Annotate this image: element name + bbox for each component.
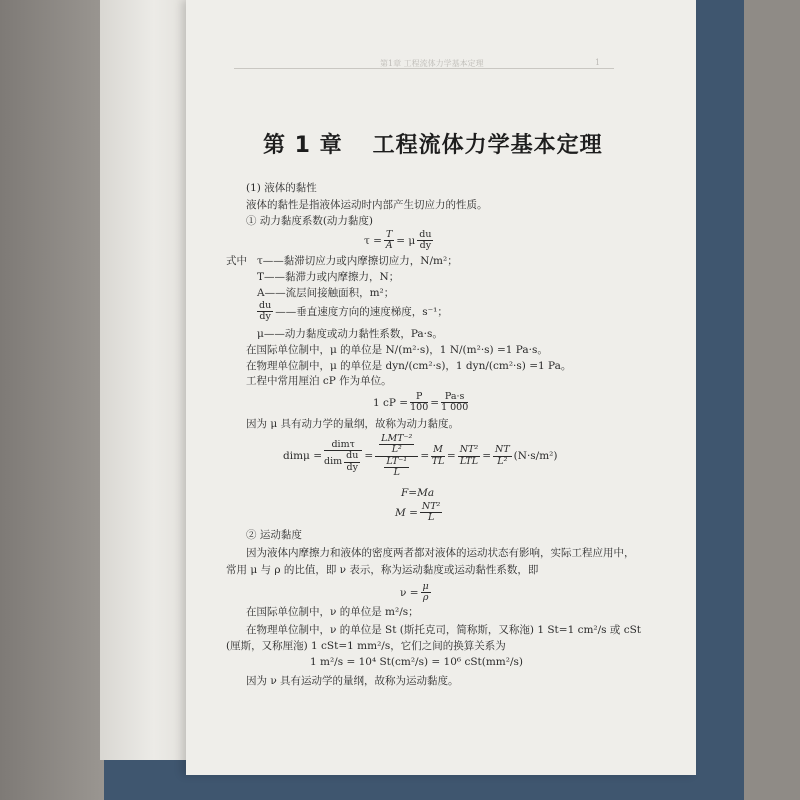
- formula-dimension: [283, 434, 557, 479]
- formula-text: ν =: [400, 586, 419, 599]
- page-number: 1: [595, 58, 601, 67]
- numerator: dimτ: [324, 440, 362, 451]
- definition-tau: τ——黏滞切应力或内摩擦切应力，N/m²；: [257, 255, 458, 267]
- fraction: [421, 582, 431, 604]
- fraction: [324, 440, 362, 473]
- denominator: [375, 457, 418, 479]
- numerator: LMT⁻²: [381, 433, 413, 444]
- numerator: LT⁻¹: [386, 455, 408, 467]
- paragraph: 在物理单位制中，ν 的单位是 St (斯托克司，简称斯，又称沲) 1 St=1 cm²/s 或 cSt: [246, 624, 642, 636]
- paragraph: 因为 μ 具有动力学的量纲，故称为动力黏度。: [246, 418, 459, 430]
- definition-dudy: [255, 301, 448, 323]
- fraction: [458, 445, 480, 467]
- paragraph: 常用 μ 与 ρ 的比值，即 ν 表示，称为运动黏度或运动黏性系数，即: [226, 564, 539, 576]
- paragraph: 在国际单位制中，μ 的单位是 N/(m²·s)，1 N/(m²·s) =1 Pa·s。: [246, 344, 548, 356]
- formula-text: =: [446, 450, 456, 463]
- formula-text: =: [420, 450, 430, 463]
- paragraph: 液体的黏性是指液体运动时内部产生切应力的性质。: [246, 199, 488, 211]
- denominator: A: [385, 240, 393, 252]
- numerator: NT²: [459, 444, 479, 456]
- formula-text: dimμ =: [283, 450, 322, 463]
- fraction: [384, 230, 394, 252]
- paragraph: 在物理单位制中，μ 的单位是 dyn/(cm²·s)，1 dyn/(cm²·s) =1 Pa。: [246, 360, 572, 372]
- running-header: 第1章 工程流体力学基本定理: [380, 59, 484, 68]
- fraction: [420, 502, 442, 524]
- numerator: NT: [495, 444, 510, 456]
- chapter-number: 第 1 章: [263, 133, 343, 158]
- definition-T: T——黏滞力或内摩擦力，N；: [257, 271, 400, 283]
- denominator: LTL: [459, 455, 479, 467]
- denominator: [324, 451, 362, 473]
- numerator: μ: [422, 581, 429, 592]
- numerator: [375, 434, 418, 457]
- left-page-edge: [100, 0, 190, 760]
- denominator: L: [393, 467, 400, 479]
- formula-text: M =: [395, 506, 418, 519]
- compound-fraction: [375, 434, 418, 479]
- chapter-title: [263, 128, 603, 159]
- numerator: T: [385, 229, 393, 240]
- paragraph: 因为 ν 具有运动学的量纲，故称为运动黏度。: [246, 675, 459, 687]
- paragraph: (厘斯，又称厘沲) 1 cSt=1 mm²/s，它们之间的换算关系为: [226, 640, 506, 652]
- definition-mu: μ——动力黏度或动力黏性系数，Pa·s。: [257, 328, 443, 340]
- denominator: 100: [410, 402, 429, 414]
- paragraph: 在国际单位制中，ν 的单位是 m²/s；: [246, 606, 419, 618]
- formula-force: F=Ma: [401, 487, 435, 499]
- subsection-heading: ① 动力黏度系数(动力黏度): [246, 215, 374, 227]
- numerator: du: [346, 450, 359, 462]
- denominator: dy: [346, 461, 358, 473]
- fraction: [493, 445, 512, 467]
- denominator: TL: [431, 455, 445, 467]
- fraction: [379, 434, 414, 456]
- fraction: [344, 451, 360, 473]
- numerator: M: [433, 444, 443, 456]
- formula-text: dim: [324, 455, 343, 467]
- formula-text: = μ: [396, 234, 416, 247]
- fraction: [417, 230, 433, 252]
- denominator: ρ: [422, 592, 429, 604]
- where-label: 式中: [226, 255, 247, 267]
- paragraph: 因为液体内摩擦力和液体的密度两者都对液体的运动状态有影响，实际工程应用中，: [246, 547, 635, 559]
- numerator: du: [259, 300, 272, 311]
- definition-A: A——流层间接触面积，m²；: [257, 287, 395, 299]
- formula-unit: (N·s/m²): [513, 450, 558, 463]
- fraction: [410, 392, 428, 414]
- formula-text: =: [430, 396, 440, 409]
- formula-text: =: [482, 450, 491, 463]
- chapter-name: 工程流体力学基本定理: [372, 133, 603, 158]
- denominator: 1 000: [441, 402, 469, 414]
- subsection-heading: ② 运动黏度: [246, 529, 302, 541]
- denominator: dy: [419, 240, 432, 252]
- background: [0, 0, 104, 800]
- denominator: L²: [391, 444, 402, 456]
- formula-mass: [395, 502, 444, 524]
- formula-text: τ =: [364, 234, 382, 247]
- paragraph: 工程中常用厘泊 cP 作为单位。: [246, 375, 392, 387]
- formula-text: 1 cP =: [373, 396, 409, 409]
- denominator: L²: [497, 455, 508, 467]
- definition-text: ——垂直速度方向的速度梯度，s⁻¹；: [275, 306, 448, 319]
- denominator: L: [427, 512, 435, 524]
- numerator: NT²: [421, 501, 441, 512]
- fraction: [431, 445, 445, 467]
- fraction: [441, 392, 468, 414]
- formula-conversion: 1 m²/s = 10⁴ St(cm²/s) = 10⁶ cSt(mm²/s): [310, 656, 523, 668]
- section-heading: (1) 液体的黏性: [246, 182, 317, 194]
- denominator: dy: [259, 311, 271, 323]
- formula-nu: [400, 582, 433, 604]
- fraction: [384, 457, 409, 479]
- formula-text: =: [364, 450, 374, 463]
- numerator: du: [419, 229, 432, 240]
- numerator: P: [410, 392, 428, 403]
- fraction: [257, 301, 273, 323]
- numerator: Pa·s: [441, 392, 468, 403]
- formula-tau: [364, 230, 435, 252]
- formula-cp: [373, 392, 470, 414]
